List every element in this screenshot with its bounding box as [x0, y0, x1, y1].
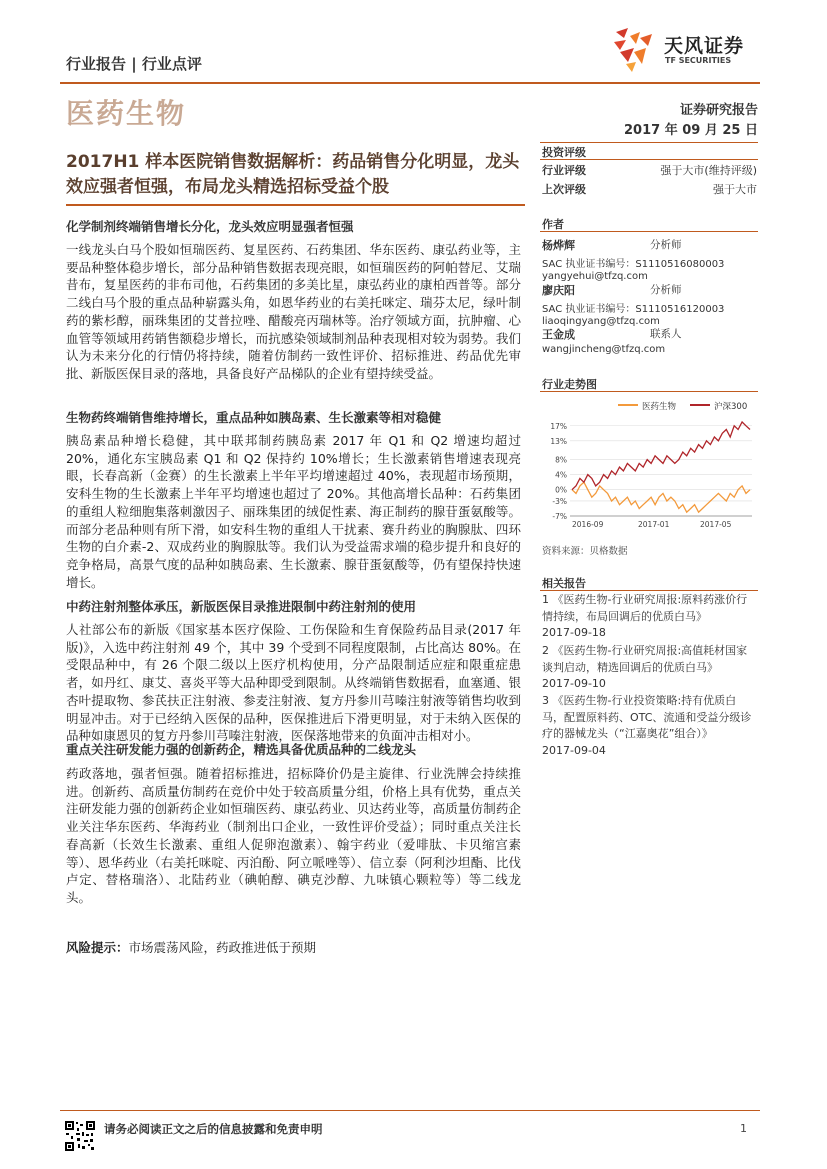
- related-heading: 相关报告: [542, 577, 586, 590]
- author-2: [542, 282, 757, 327]
- section-heading-1: 化学制剂终端销售增长分化，龙头效应明显强者恒强: [66, 219, 354, 234]
- rating-row-current: [542, 162, 757, 178]
- y-tick-label: 13%: [550, 436, 567, 446]
- y-tick-label: -3%: [552, 496, 567, 506]
- y-tick-label: 0%: [555, 485, 567, 495]
- section-body-4: 药政落地，强者恒强。随着招标推进，招标降价仍是主旋律、行业洗牌会持续推进。创新药、高质量仿制药在竞价中处于较高质量分组，价格上具有优势，重点关注研发能力强的创新药企业如恒瑞医药、康弘药业、贝达药业等，高质量仿制药企业关注华东医药、华海药业（制剂出口企业，一致性评价受益）；同时重点关注长春高新（长效生长激素、重组人促卵泡激素）、翰宇药业（爱啡肽、卡贝缩宫素等）、恩华药业（右美托咪啶、丙泊酚、阿立哌唑等）、信立泰（阿利沙坦酯、比伐卢定、替格瑞洛）、北陆药业（碘帕醇、碘克沙醇、九味镇心颗粒等）等二线龙头。: [66, 766, 521, 905]
- author-3: [542, 326, 757, 355]
- author-cert: SAC 执业证书编号：S1110516080003: [542, 259, 725, 270]
- rating-label: 行业评级: [542, 164, 586, 177]
- page-title: 2017H1 样本医院销售数据解析：药品销售分化明显，龙头效应强者恒强，布局龙头精选招标受益个股: [66, 152, 520, 197]
- sidebar-divider: [540, 391, 758, 392]
- section-heading-4: 重点关注研发能力强的创新药企，精选具备优质品种的二线龙头: [66, 742, 417, 757]
- qr-code-icon: [64, 1120, 96, 1152]
- related-report-date: 2017-09-04: [542, 743, 606, 757]
- report-type: 证券研究报告: [679, 103, 758, 118]
- related-report-1[interactable]: [542, 592, 757, 642]
- related-report-2[interactable]: [542, 643, 757, 693]
- rating-label: 上次评级: [542, 183, 586, 196]
- related-report-date: 2017-09-10: [542, 677, 606, 690]
- author-name: 王金成: [542, 328, 575, 341]
- series-line-hs300: [572, 422, 750, 490]
- brand-subtitle: TF SECURITIES: [665, 56, 732, 65]
- trend-chart: [540, 394, 760, 536]
- title-divider: [66, 204, 525, 206]
- header-divider: [60, 82, 760, 84]
- brand-logo-icon: [606, 24, 666, 76]
- risk-note: [66, 938, 316, 956]
- related-report-date: 2017-09-18: [542, 626, 606, 639]
- report-category: 行业报告 | 行业点评: [66, 55, 202, 73]
- related-report-title[interactable]: 1 《医药生物-行业研究周报:原料药涨价行情持续，布局回调后的优质白马》: [542, 593, 748, 623]
- author-email[interactable]: wangjincheng@tfzq.com: [542, 344, 666, 355]
- section-body-2: 胰岛素品种增长稳健，其中联邦制药胰岛素 2017 年 Q1 和 Q2 增速均超过 20%，通化东宝胰岛素 Q1 和 Q2 保持约 10%增长；生长激素销售增速表现亮眼，长春高新（金赛）的生长激素上半年平均增速超过 40%，表现超市场预期，安科生物的生长激素上半年平均增速也超过了 20%。其他高增长品种：石药集团的重组人粒细胞集落刺激因子、丽珠集团的绒促性素、海正制药的腺苷蛋氨酸等。而部分老品种则有所下滑，如安科生物的重组人干扰素、赛升药业的胸腺肽、四环生物的白介素-2、双成药业的胸腺肽等。我们认为受益需求端的稳步提升和良好的竞争格局，高景气度的品种如胰岛素、生长激素、腺苷蛋氨酸等，仍有望保持快速增长。: [66, 433, 521, 590]
- author-cert: SAC 执业证书编号：S1110516120003: [542, 304, 725, 315]
- author-role: 分析师: [650, 284, 682, 296]
- legend-label-hs300: 沪深300: [714, 402, 748, 412]
- sidebar-divider: [540, 159, 758, 160]
- author-email[interactable]: liaoqingyang@tfzq.com: [542, 316, 660, 327]
- rating-heading: 投资评级: [542, 146, 586, 159]
- author-email[interactable]: yangyehui@tfzq.com: [542, 271, 648, 282]
- legend-label-pharma: 医药生物: [642, 402, 677, 412]
- rating-row-previous: [542, 181, 757, 197]
- author-name: 杨烨辉: [542, 239, 575, 252]
- trend-heading: 行业走势图: [542, 378, 597, 391]
- author-1: [542, 237, 757, 282]
- section-heading-3: 中药注射剂整体承压，新版医保目录推进限制中药注射剂的使用: [66, 599, 417, 614]
- section-body-1: 一线龙头白马个股如恒瑞医药、复星医药、石药集团、华东医药、康弘药业等，主要品种整体稳步增长，部分品种销售数据表现亮眼，如恒瑞医药的阿帕替尼、艾瑞昔布，复星医药的非布司他，石药集团的多美比星，康弘药业的康柏西普等。部分二线白马个股的重点品种崭露头角，如恩华药业的右美托咪定、瑞芬太尼，绿叶制药的紫杉醇，丽珠集团的艾普拉唑、醋酸亮丙瑞林等。治疗领域方面，抗肿瘤、心血管等领域用药销售额稳步增长，而抗感染领域制剂品种表现相对较为弱势。我们认为未来分化的行情仍将持续，随着仿制药一致性评价、招标推进、药品优先审批、新版医保目录的落地，具备良好产品梯队的企业有望持续受益。: [66, 242, 521, 381]
- series-line-pharma: [572, 482, 750, 512]
- related-report-3[interactable]: [542, 693, 757, 759]
- author-name: 廖庆阳: [542, 284, 575, 297]
- sidebar-divider: [540, 231, 758, 232]
- y-tick-label: 8%: [555, 455, 567, 465]
- industry-title: 医药生物: [66, 97, 187, 130]
- rating-value: 强于大市: [713, 183, 757, 196]
- related-report-title[interactable]: 3 《医药生物-行业投资策略:持有优质白马，配置原料药、OTC、流通和受益分级诊疗的器械龙头（“江嘉奥花”组合）》: [542, 694, 752, 740]
- author-role: 分析师: [650, 239, 682, 251]
- section-body-3: 人社部公布的新版《国家基本医疗保险、工伤保险和生育保险药品目录(2017 年版)》，入选中药注射剂 49 个，其中 39 个受到不同程度限制，占比高达 80%。在受限品种中，有 26 个限二级以上医疗机构使用，分产品限制适应症和限重症患者，如丹红、康艾、喜炎平等大品种即受到限制。从终端销售数据看，血塞通、银杏叶提取物、参芪扶正注射液、参麦注射液、复方丹参川芎嗪注射液等销售均收到明显冲击。对于已经纳入医保的品种，医保推进后下滑更明显，对于未纳入医保的品种如康恩贝的复方丹参川芎嗪注射液，医保落地带来的负面冲击相对小。: [66, 622, 521, 744]
- x-tick-label: 2016-09: [572, 520, 604, 529]
- risk-text: 市场震荡风险，药政推进低于预期: [128, 940, 317, 955]
- brand-name: 天风证券: [664, 35, 745, 57]
- footer-disclaimer[interactable]: 请务必阅读正文之后的信息披露和免责申明: [104, 1122, 323, 1136]
- chart-source: 资料来源：贝格数据: [542, 546, 628, 557]
- authors-heading: 作者: [542, 218, 564, 231]
- author-role: 联系人: [650, 328, 682, 340]
- y-tick-label: 17%: [550, 421, 567, 431]
- risk-label: 风险提示：: [66, 940, 129, 955]
- y-tick-label: -7%: [552, 512, 567, 521]
- x-tick-label: 2017-05: [700, 520, 732, 529]
- y-tick-label: 4%: [555, 470, 567, 480]
- x-tick-label: 2017-01: [638, 520, 670, 529]
- sidebar-divider: [540, 142, 758, 143]
- page-number: 1: [740, 1122, 747, 1135]
- related-report-title[interactable]: 2 《医药生物-行业研究周报:高值耗材国家谈判启动，精选回调后的优质白马》: [542, 644, 748, 674]
- section-heading-2: 生物药终端销售维持增长，重点品种如胰岛素、生长激素等相对稳健: [66, 410, 442, 425]
- footer-divider: [60, 1110, 760, 1111]
- rating-value: 强于大市(维持评级): [660, 164, 757, 177]
- report-date: 2017 年 09 月 25 日: [624, 123, 758, 138]
- sidebar-divider: [540, 590, 758, 591]
